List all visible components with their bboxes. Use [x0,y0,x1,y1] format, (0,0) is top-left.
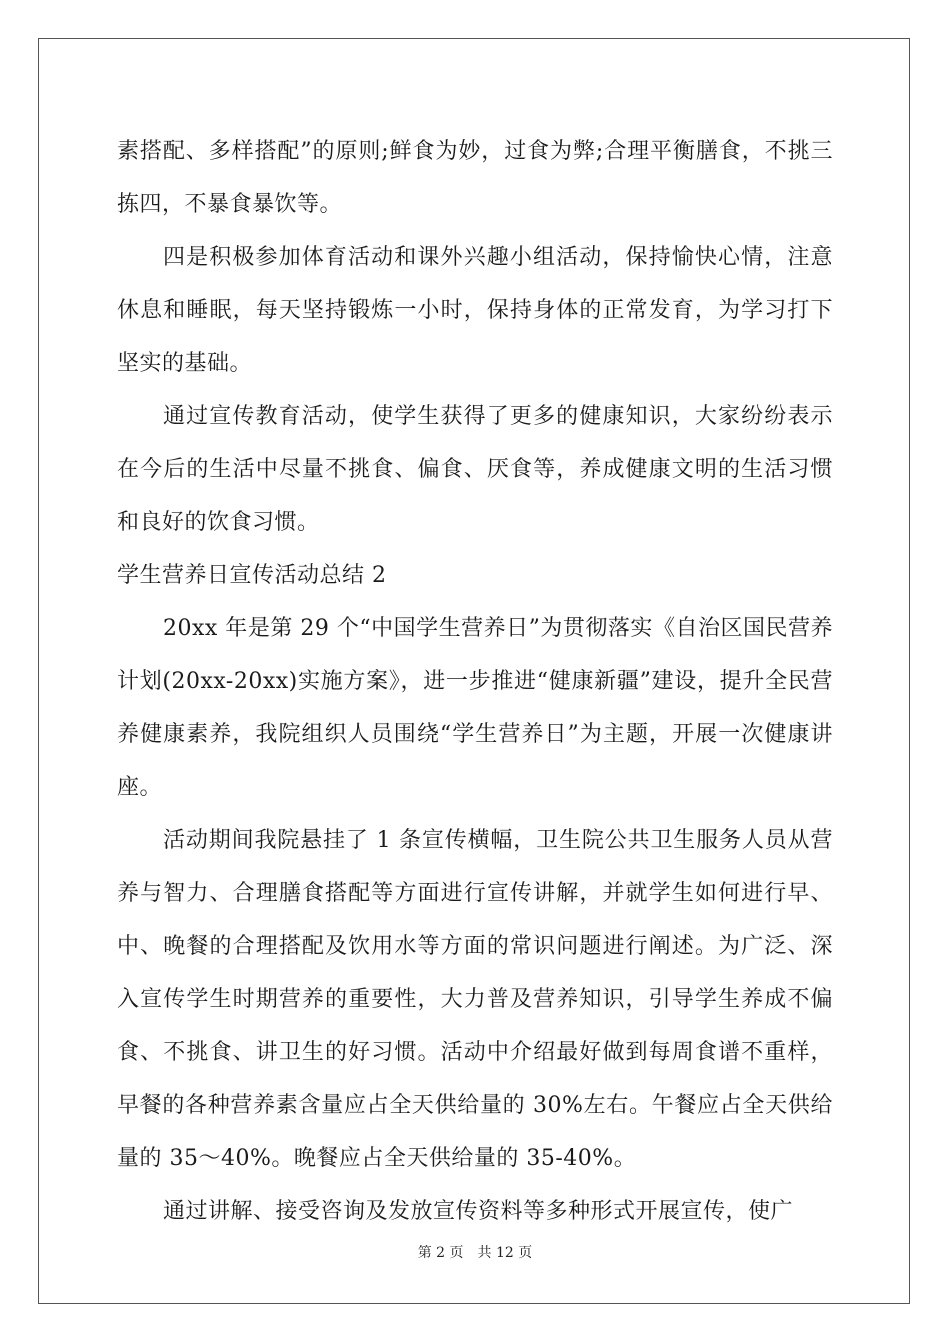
page-footer [0,1242,950,1262]
paragraph: 通过宣传教育活动，使学生获得了更多的健康知识，大家纷纷表示在今后的生活中尽量不挑食、偏食、厌食等，养成健康文明的生活习惯和良好的饮食习惯。 [117,404,833,535]
section-heading: 学生营养日宣传活动总结 2 [117,563,387,588]
page-total: 共 12 页 [477,1245,533,1261]
document-body [117,125,833,1238]
paragraph: 活动期间我院悬挂了 1 条宣传横幅，卫生院公共卫生服务人员从营养与智力、合理膳食搭配等方面进行宣传讲解，并就学生如何进行早、中、晚餐的合理搭配及饮用水等方面的常识问题进行阐述。为广泛、深入宣传学生时期营养的重要性，大力普及营养知识，引导学生养成不偏食、不挑食、讲卫生的好习惯。活动中介绍最好做到每周食谱不重样，早餐的各种营养素含量应占全天供给量的 30%左右。午餐应占全天供给量的 35～40%。晚餐应占全天供给量的 35-40%。 [117,828,833,1171]
paragraph: 通过讲解、接受咨询及发放宣传资料等多种形式开展宣传，使广 [163,1199,794,1224]
paragraph: 四是积极参加体育活动和课外兴趣小组活动，保持愉快心情，注意休息和睡眠，每天坚持锻炼一小时，保持身体的正常发育，为学习打下坚实的基础。 [117,245,833,376]
paragraph: 20xx 年是第 29 个“中国学生营养日”为贯彻落实《自治区国民营养计划(20xx-20xx)实施方案》，进一步推进“健康新疆”建设，提升全民营养健康素养，我院组织人员围绕“学生营养日”为主题，开展一次健康讲座。 [117,616,833,800]
page-number: 第 2 页 [417,1245,464,1261]
paragraph-continuation: 素搭配、多样搭配”的原则;鲜食为妙，过食为弊;合理平衡膳食，不挑三拣四，不暴食暴饮等。 [117,139,833,217]
